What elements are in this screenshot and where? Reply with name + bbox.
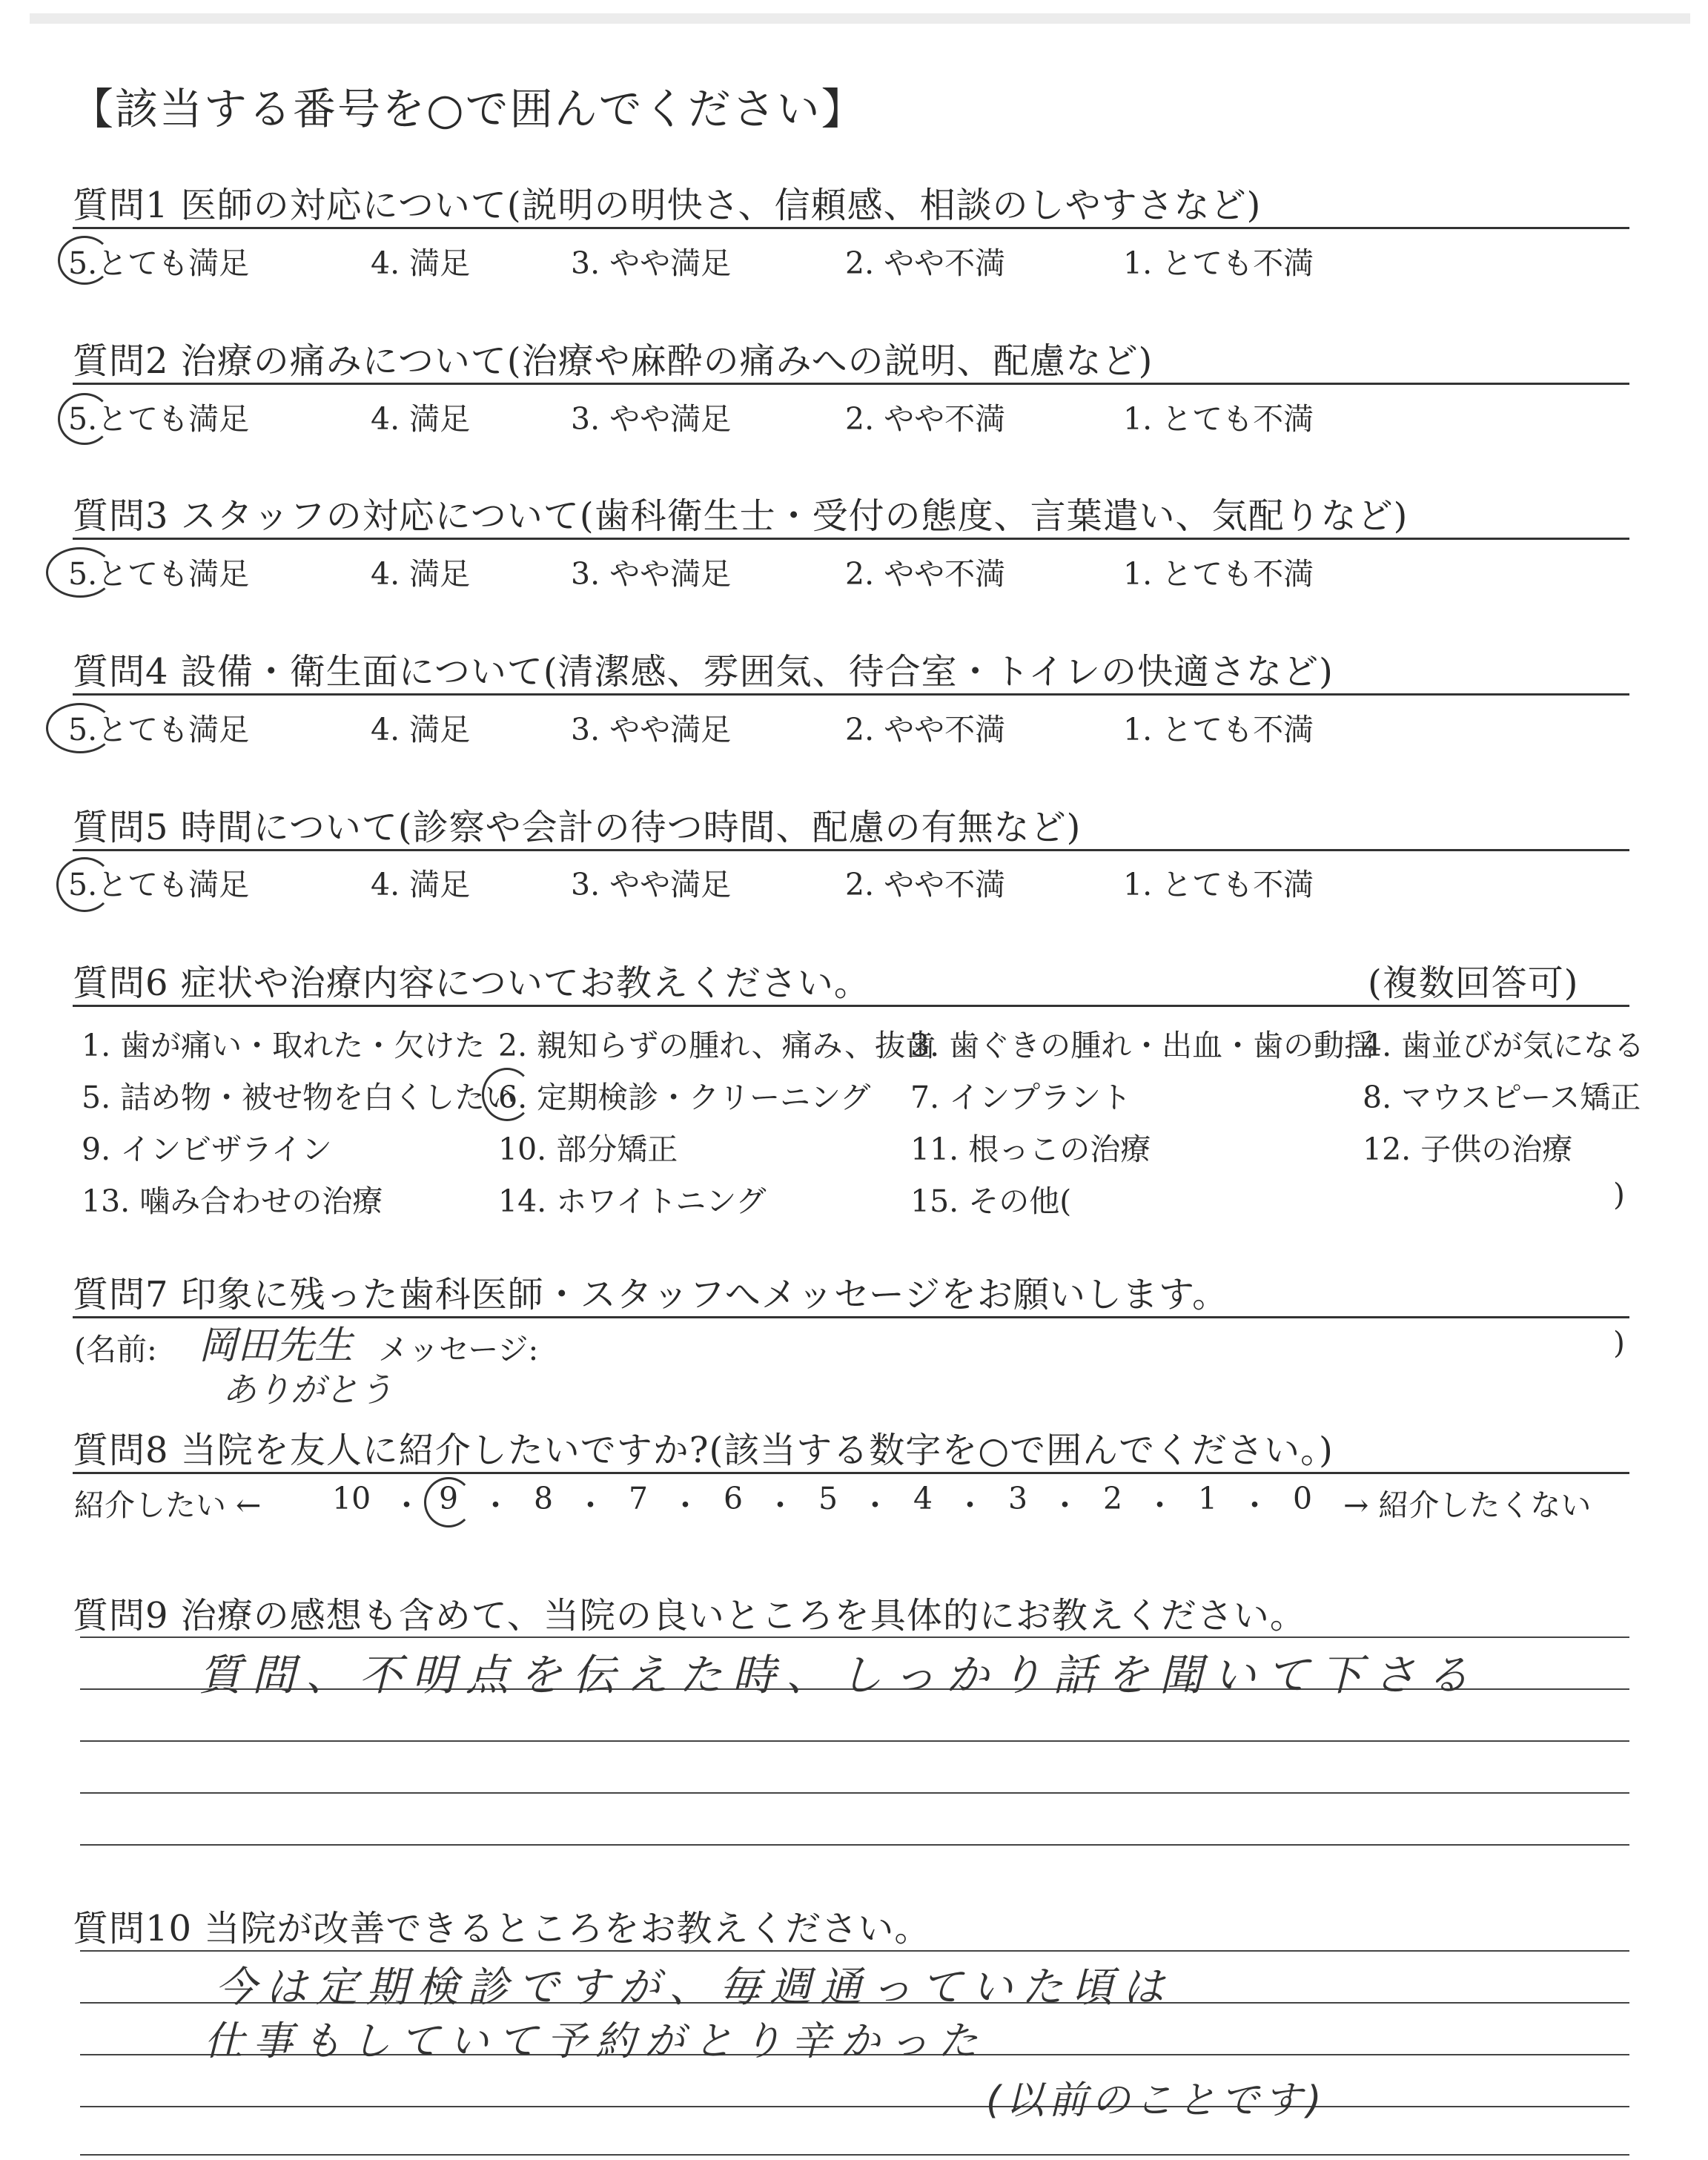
q2-selection-circle — [58, 393, 111, 445]
q6-option-14[interactable]: 14. ホワイトニング — [498, 1183, 767, 1219]
question-8-rule — [73, 1472, 1629, 1474]
question-4-rule — [73, 693, 1629, 696]
q2-option-3[interactable]: 3. やや満足 — [571, 401, 732, 437]
q1-option-1[interactable]: 1. とても不満 — [1123, 245, 1314, 281]
q6-option-10[interactable]: 10. 部分矯正 — [498, 1132, 678, 1167]
q5-option-2[interactable]: 2. やや不満 — [845, 867, 1006, 902]
q8-scale-5[interactable]: 5 — [818, 1481, 838, 1516]
q6-option-8[interactable]: 8. マウスピース矯正 — [1363, 1080, 1641, 1115]
q10-answer-line-1[interactable]: 今は定期検診ですが、毎週通っていた頃は — [215, 1964, 1173, 2012]
q10-answer-line — [80, 2154, 1629, 2156]
q1-option-5[interactable]: 5.とても満足 — [68, 245, 250, 281]
q5-selection-circle — [56, 857, 113, 912]
question-9-title: 質問9 治療の感想も含めて、当院の良いところを具体的にお教えください。 — [73, 1595, 1306, 1636]
q3-option-4[interactable]: 4. 満足 — [371, 556, 471, 592]
q7-name-handwriting[interactable]: 岡田先生 — [199, 1324, 354, 1368]
question-6-rule — [73, 1005, 1629, 1007]
question-1-title: 質問1 医師の対応について(説明の明快さ、信頼感、相談のしやすさなど) — [73, 185, 1262, 226]
q8-scale-4[interactable]: 4 — [913, 1481, 933, 1516]
q8-separator: ・ — [1239, 1487, 1270, 1523]
q10-answer-line — [80, 1950, 1629, 1952]
q8-scale-6[interactable]: 6 — [724, 1481, 744, 1516]
q10-answer-line-2[interactable]: 仕事もしていて予約がとり辛かった — [204, 2018, 987, 2064]
q6-option-15[interactable]: 15. その他( — [910, 1183, 1072, 1219]
q8-selection-circle — [424, 1477, 473, 1527]
q5-option-5[interactable]: 5.とても満足 — [68, 867, 250, 902]
q8-scale-1[interactable]: 1 — [1198, 1481, 1218, 1516]
q1-option-4[interactable]: 4. 満足 — [371, 245, 471, 281]
q8-separator: ・ — [1145, 1487, 1175, 1523]
q8-scale-10[interactable]: 10 — [332, 1481, 371, 1516]
q9-answer-line — [80, 1792, 1629, 1794]
q8-separator: ・ — [765, 1487, 795, 1523]
q8-separator: ・ — [391, 1487, 422, 1523]
q8-separator: ・ — [955, 1487, 985, 1523]
question-2-title: 質問2 治療の痛みについて(治療や麻酔の痛みへの説明、配慮など) — [73, 340, 1153, 382]
question-4-title: 質問4 設備・衛生面について(清潔感、雰囲気、待合室・トイレの快適さなど) — [73, 651, 1334, 693]
q3-selection-circle — [46, 547, 114, 598]
q9-answer-handwriting[interactable]: 質問、不明点を伝えた時、しっかり話を聞いて下さる — [199, 1650, 1480, 1700]
q6-selection-circle — [482, 1068, 532, 1121]
q8-scale-7[interactable]: 7 — [629, 1481, 649, 1516]
q9-answer-line — [80, 1844, 1629, 1846]
question-6-title: 質問6 症状や治療内容についてお教えください。 — [73, 962, 870, 1004]
q1-selection-circle — [58, 236, 111, 285]
q3-option-3[interactable]: 3. やや満足 — [571, 556, 732, 592]
q8-scale-8[interactable]: 8 — [534, 1481, 554, 1516]
question-10-title: 質問10 当院が改善できるところをお教えください。 — [73, 1908, 931, 1949]
q6-option-12[interactable]: 12. 子供の治療 — [1363, 1132, 1573, 1167]
q4-option-3[interactable]: 3. やや満足 — [571, 712, 732, 747]
q3-option-5[interactable]: 5.とても満足 — [68, 556, 250, 592]
q4-selection-circle — [46, 703, 114, 753]
question-3-title: 質問3 スタッフの対応について(歯科衛生士・受付の態度、言葉遣い、気配りなど) — [73, 495, 1409, 537]
question-1-rule — [73, 227, 1629, 229]
q6-option-13[interactable]: 13. 噛み合わせの治療 — [82, 1183, 383, 1219]
question-5-title: 質問5 時間について(診察や会計の待つ時間、配慮の有無など) — [73, 807, 1082, 848]
q6-option-7[interactable]: 7. インプラント — [910, 1080, 1132, 1115]
q3-option-1[interactable]: 1. とても不満 — [1123, 556, 1314, 592]
q6-option-4[interactable]: 4. 歯並びが気になる — [1363, 1028, 1645, 1063]
page-title: 【該当する番号を○で囲んでください】 — [70, 84, 866, 134]
q8-right-label: → 紹介したくない — [1343, 1487, 1592, 1523]
q4-option-4[interactable]: 4. 満足 — [371, 712, 471, 747]
q4-option-2[interactable]: 2. やや不満 — [845, 712, 1006, 747]
q8-scale-0[interactable]: 0 — [1293, 1481, 1313, 1516]
q1-option-2[interactable]: 2. やや不満 — [845, 245, 1006, 281]
q2-option-2[interactable]: 2. やや不満 — [845, 401, 1006, 437]
q6-option-6[interactable]: 6. 定期検診・クリーニング — [498, 1080, 871, 1115]
question-7-title: 質問7 印象に残った歯科医師・スタッフへメッセージをお願いします。 — [73, 1274, 1229, 1315]
q10-answer-line — [80, 2106, 1629, 2107]
q5-option-3[interactable]: 3. やや満足 — [571, 867, 732, 902]
question-2-rule — [73, 383, 1629, 385]
q8-separator: ・ — [860, 1487, 890, 1523]
q8-separator: ・ — [670, 1487, 701, 1523]
q2-option-4[interactable]: 4. 満足 — [371, 401, 471, 437]
q1-option-3[interactable]: 3. やや満足 — [571, 245, 732, 281]
q2-option-5[interactable]: 5.とても満足 — [68, 401, 250, 437]
q3-option-2[interactable]: 2. やや不満 — [845, 556, 1006, 592]
q9-answer-line — [80, 1740, 1629, 1742]
q10-answer-line-3[interactable]: (以前のことです) — [986, 2078, 1326, 2123]
q7-message-handwriting[interactable]: ありがとう — [222, 1370, 393, 1410]
q5-option-4[interactable]: 4. 満足 — [371, 867, 471, 902]
q2-option-1[interactable]: 1. とても不満 — [1123, 401, 1314, 437]
q7-close-paren: ) — [1613, 1325, 1625, 1361]
q6-option-2[interactable]: 2. 親知らずの腫れ、痛み、抜歯 — [498, 1028, 936, 1063]
q5-option-1[interactable]: 1. とても不満 — [1123, 867, 1314, 902]
q8-scale-3[interactable]: 3 — [1008, 1481, 1028, 1516]
question-3-rule — [73, 538, 1629, 540]
q7-message-label: メッセージ: — [378, 1332, 539, 1367]
question-6-note: (複数回答可) — [1368, 962, 1579, 1004]
scan-edge — [30, 13, 1690, 24]
q6-option-5[interactable]: 5. 詰め物・被せ物を白くしたい — [82, 1080, 516, 1115]
q8-separator: ・ — [1050, 1487, 1080, 1523]
q6-option-1[interactable]: 1. 歯が痛い・取れた・欠けた — [82, 1028, 486, 1063]
q8-scale-2[interactable]: 2 — [1103, 1481, 1123, 1516]
q7-name-label: (名前: — [74, 1332, 157, 1367]
q4-option-1[interactable]: 1. とても不満 — [1123, 712, 1314, 747]
q9-answer-line — [80, 1636, 1629, 1638]
q8-separator: ・ — [480, 1487, 511, 1523]
question-5-rule — [73, 849, 1629, 851]
question-8-title: 質問8 当院を友人に紹介したいですか?(該当する数字を○で囲んでください。) — [73, 1430, 1334, 1471]
q6-option-15-close-paren: ) — [1613, 1177, 1625, 1212]
q8-separator: ・ — [575, 1487, 606, 1523]
q8-scale-9[interactable]: 9 — [439, 1481, 459, 1516]
q6-option-9[interactable]: 9. インビザライン — [82, 1132, 332, 1167]
q6-option-3[interactable]: 3. 歯ぐきの腫れ・出血・歯の動揺 — [910, 1028, 1375, 1063]
q6-option-11[interactable]: 11. 根っこの治療 — [910, 1132, 1151, 1167]
q8-left-label: 紹介したい ← — [74, 1487, 262, 1523]
q4-option-5[interactable]: 5.とても満足 — [68, 712, 250, 747]
